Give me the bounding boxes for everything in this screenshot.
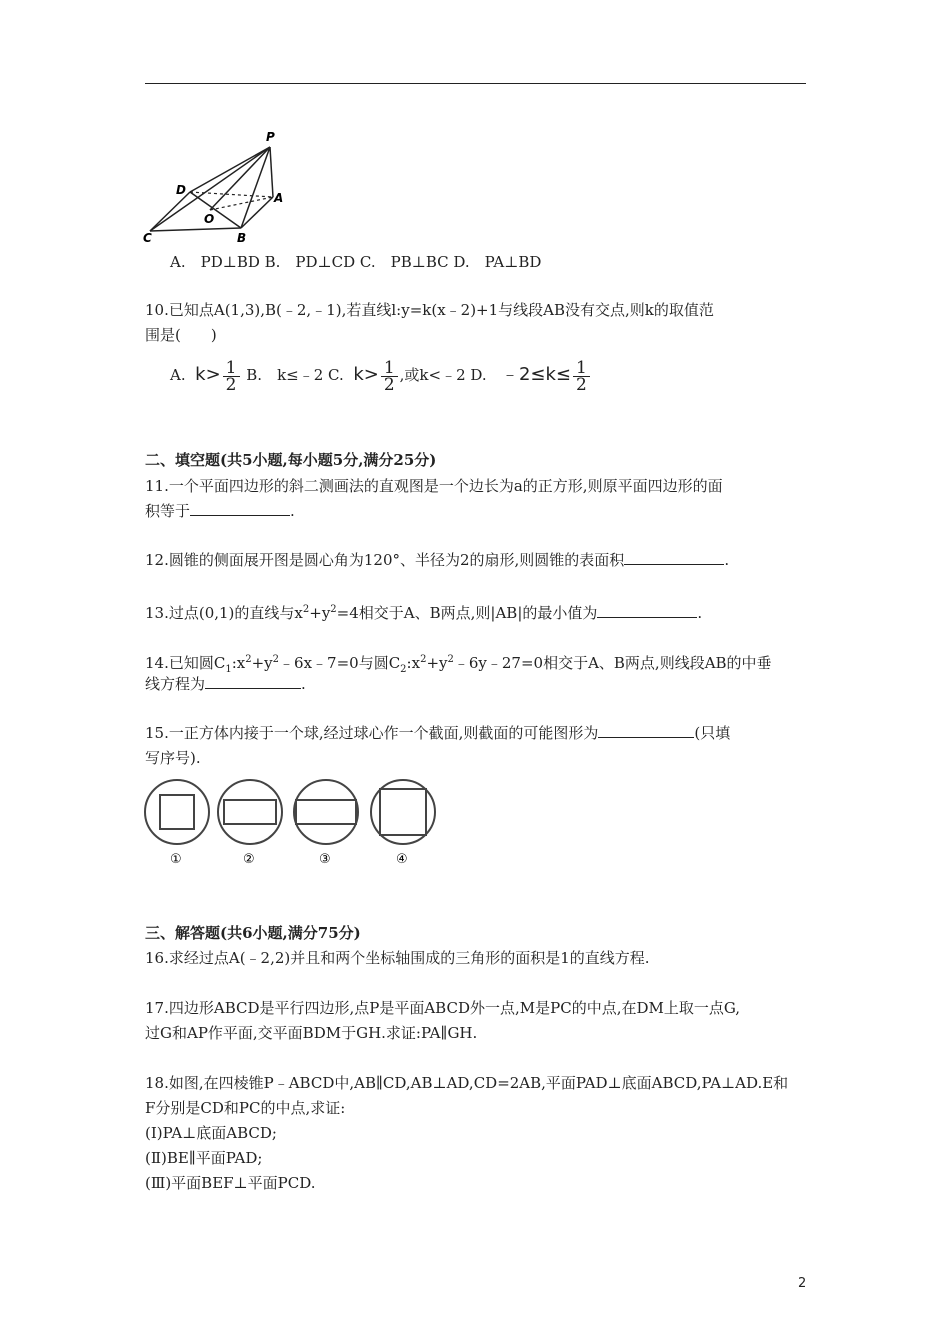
- q10-line1: 10.已知点A(1,3),B(﹣2,﹣1),若直线l:y=k(x﹣2)+1与线段AB没有交点,则k的取值范: [145, 301, 714, 319]
- fig-label-4: ④: [396, 852, 408, 867]
- q15-line2: 写序号).: [145, 749, 201, 767]
- fig-label-1: ①: [170, 852, 182, 867]
- label-d: D: [176, 183, 186, 197]
- q12: 12.圆锥的侧面展开图是圆心角为120°、半径为2的扇形,则圆锥的表面积 .: [145, 548, 810, 573]
- label-b: B: [237, 231, 247, 245]
- q18-item-2: (Ⅱ)BE∥平面PAD;: [145, 1149, 263, 1167]
- q10-opt-c-fraction: $\frac{1}{2}$: [381, 360, 398, 393]
- q17-line2: 过G和AP作平面,交平面BDM于GH.求证:PA∥GH.: [145, 1024, 478, 1042]
- answer-blank-11: [190, 499, 290, 516]
- q11-line2: 积等于 .: [145, 499, 810, 524]
- q18-line2: F分别是CD和PC的中点,求证:: [145, 1099, 346, 1117]
- q17-line1: 17.四边形ABCD是平行四边形,点P是平面ABCD外一点,M是PC的中点,在DM上取一点G,: [145, 999, 741, 1017]
- answer-blank-14: [205, 672, 301, 689]
- page-number: 2: [798, 1276, 807, 1291]
- q10-opt-a-expr: k>: [195, 364, 221, 385]
- q11-line1: 11.一个平面四边形的斜二测画法的直观图是一个边长为a的正方形,则原平面四边形的面: [145, 477, 723, 495]
- q10-options: [170, 357, 835, 393]
- q14-line1: 14.已知圆$C_1:x^2+y^2﹣6x﹣7=0$与圆$C_2:x^2+y^2﹣6y﹣27=0$相交于A、B两点,则线段AB的中垂: [145, 654, 772, 675]
- q10-line2: 围是( ): [145, 326, 217, 344]
- q10-opt-a-label: A.: [170, 366, 186, 384]
- label-p: P: [266, 130, 275, 144]
- q9-options: A. PD⊥BD B. PD⊥CD C. PB⊥BC D. PA⊥BD: [170, 253, 542, 271]
- q10-opt-c-expr: k>: [353, 364, 379, 385]
- fig-label-3: ③: [319, 852, 331, 867]
- label-o: O: [204, 212, 215, 226]
- section3-title: 三、解答题(共6小题,满分75分): [145, 924, 361, 942]
- q18-item-3: (Ⅲ)平面BEF⊥平面PCD.: [145, 1174, 316, 1192]
- answer-blank-13: [597, 601, 697, 618]
- cross-section-figure: [140, 776, 440, 868]
- q16: 16.求经过点A(﹣2,2)并且和两个坐标轴围成的三角形的面积是1的直线方程.: [145, 949, 650, 967]
- pyramid-figure: [140, 128, 290, 246]
- label-a: A: [274, 191, 284, 205]
- q10-opt-a-fraction: $\frac{1}{2}$: [223, 360, 240, 393]
- q13: 13.过点(0,1)的直线与$x^2+y^2=4$相交于A、B两点,则|AB|的最小值为 .: [145, 597, 810, 626]
- header-rule: [145, 83, 806, 84]
- fig-label-2: ②: [243, 852, 255, 867]
- q18-item-1: (Ⅰ)PA⊥底面ABCD;: [145, 1124, 277, 1142]
- q10-opt-c-tail: ,或k<﹣2 D.: [399, 366, 487, 384]
- q10-opt-d-expr: ﹣2≤k≤: [500, 364, 572, 385]
- q15-line1: 15.一正方体内接于一个球,经过球心作一个截面,则截面的可能图形为 (只填: [145, 721, 810, 746]
- answer-blank-12: [624, 548, 724, 565]
- answer-blank-15: [598, 721, 694, 738]
- q10-opt-d-fraction: $\frac{1}{2}$: [573, 360, 590, 393]
- q10-opt-b: B. k≤﹣2 C.: [246, 366, 344, 384]
- label-c: C: [143, 231, 152, 245]
- q14-line2: 线方程为 .: [145, 672, 810, 697]
- q18-line1: 18.如图,在四棱锥P﹣ABCD中,AB∥CD,AB⊥AD,CD=2AB,平面PAD⊥底面ABCD,PA⊥AD.E和: [145, 1074, 789, 1092]
- section2-title: 二、填空题(共5小题,每小题5分,满分25分): [145, 451, 437, 469]
